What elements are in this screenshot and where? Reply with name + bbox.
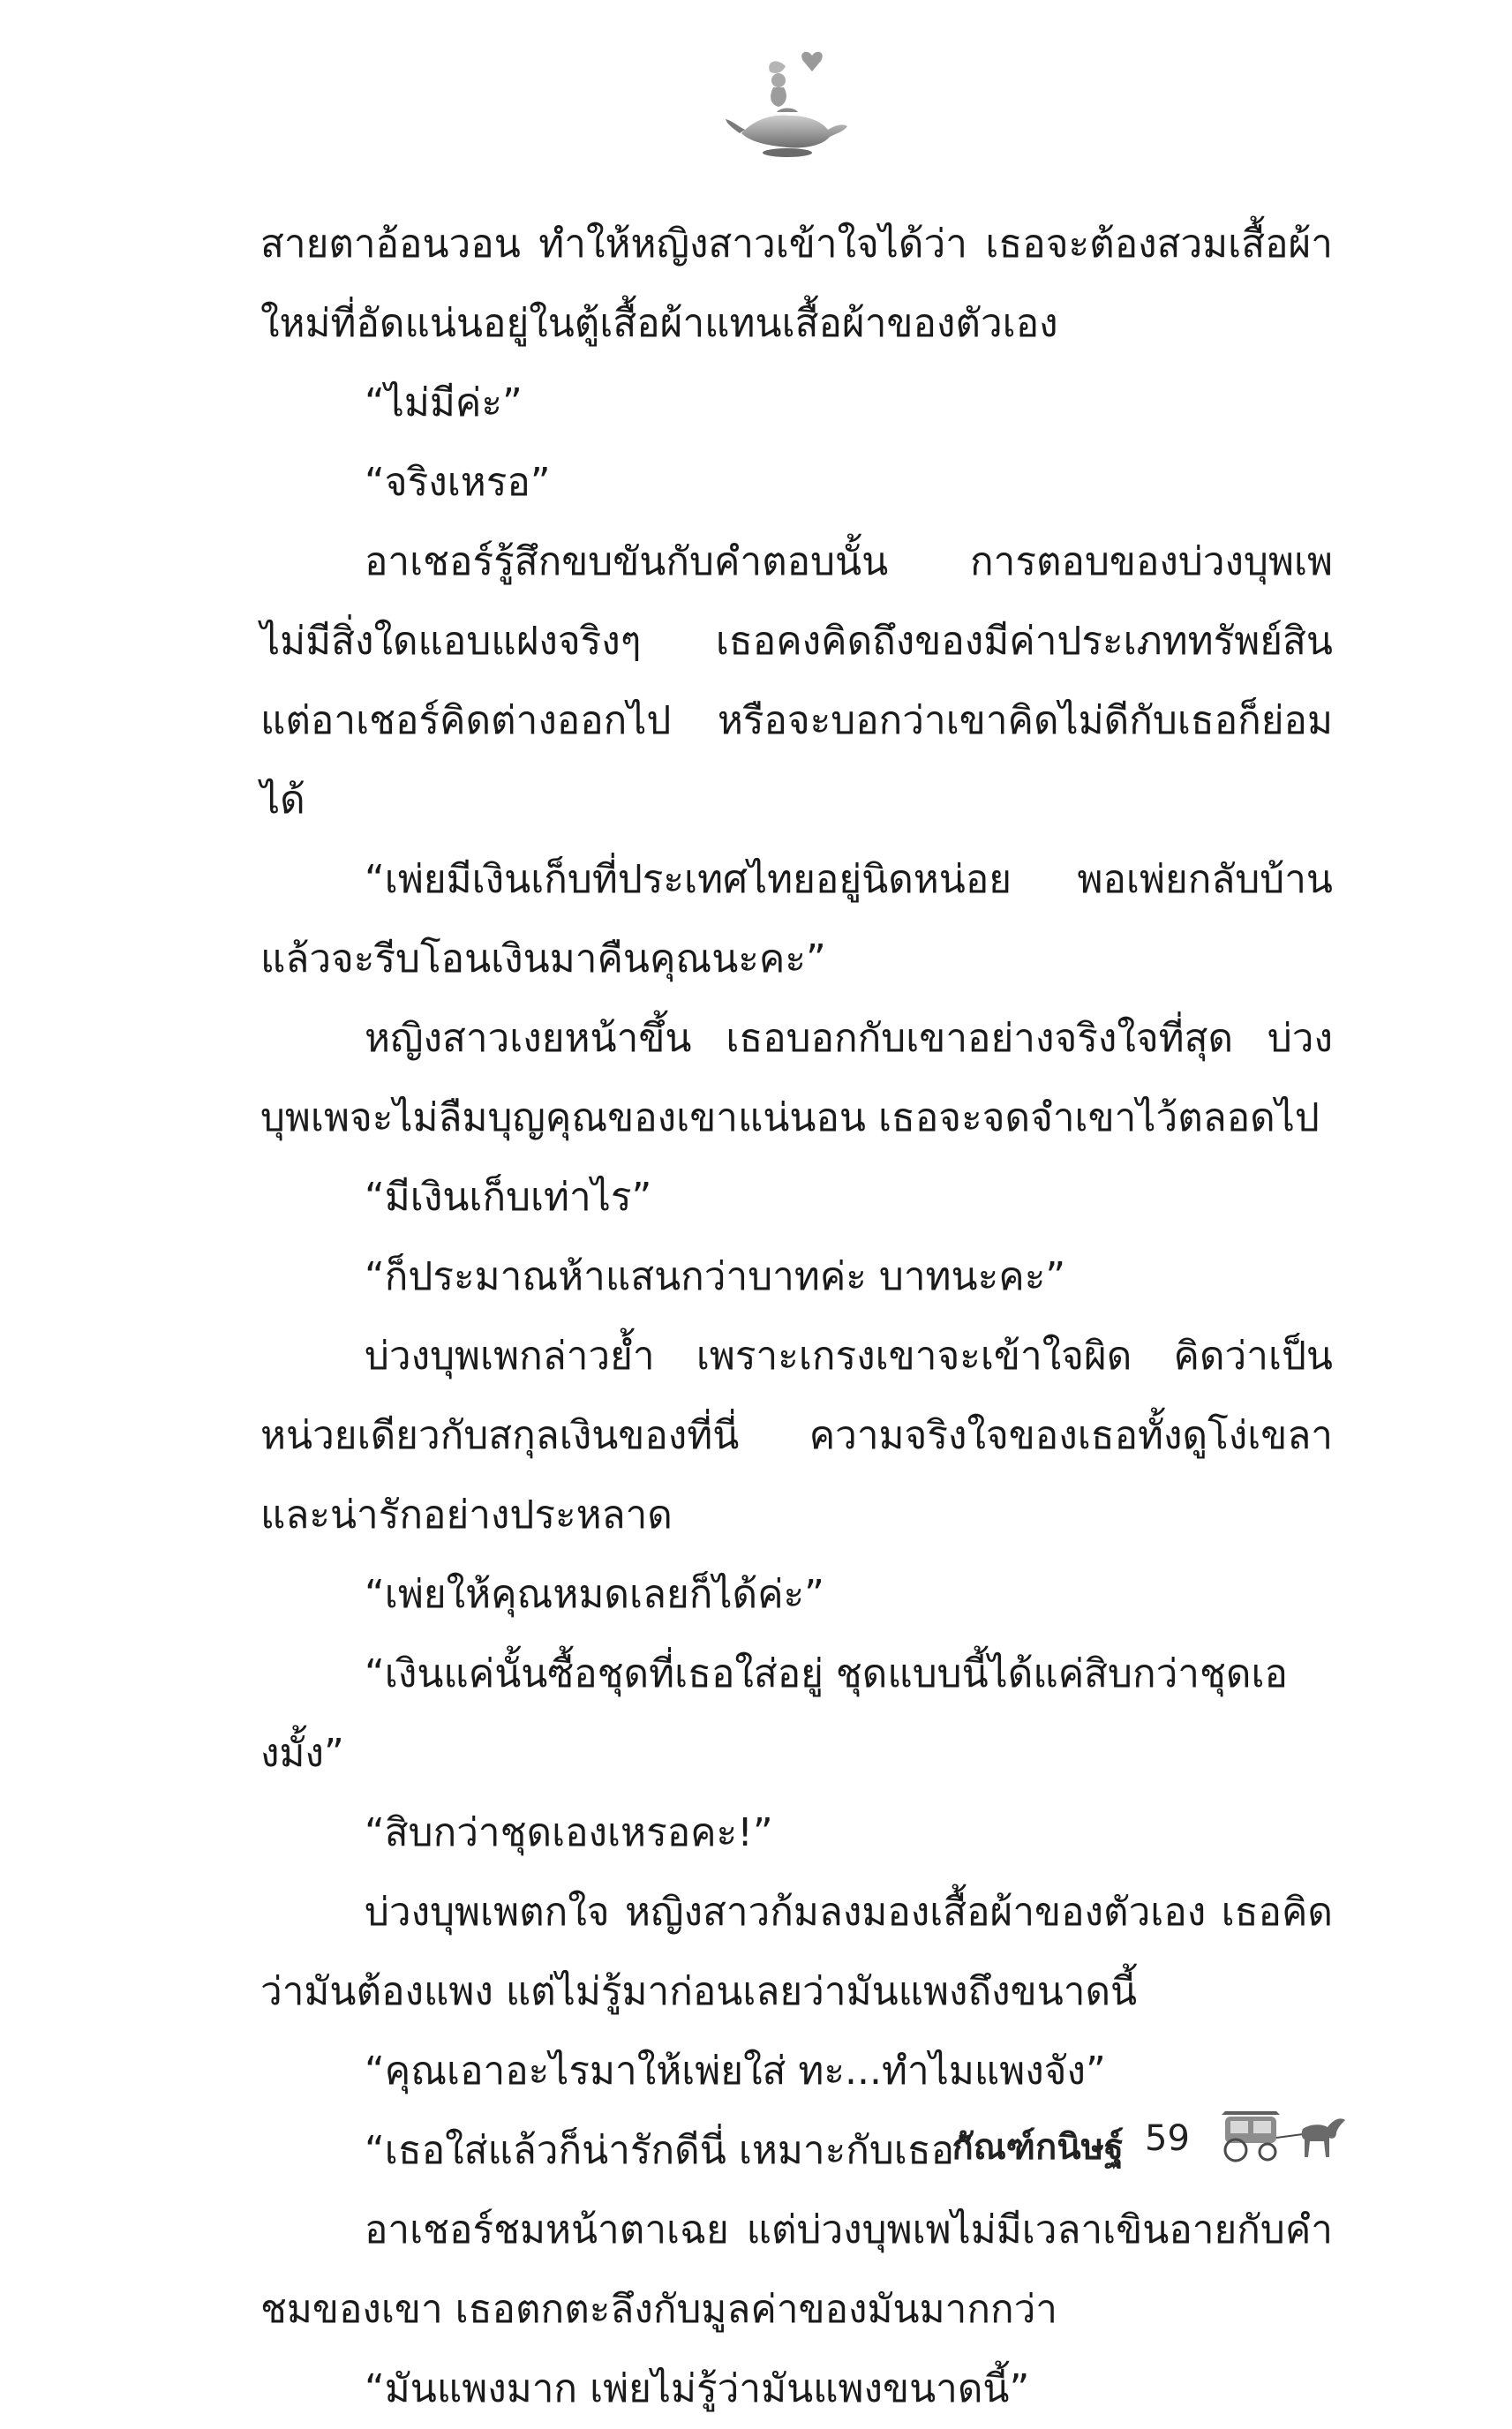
paragraph: “เธอใส่แล้วก็น่ารักดีนี่ เหมาะกับเธอ” xyxy=(365,2128,974,2173)
book-title: กัณฑ์กนิษฐ์ xyxy=(952,2127,1124,2168)
paragraph: บ่วงบุพเพกล่าวย้ำ เพราะเกรงเขาจะเข้าใจผิด คิดว่าเป็นหน่วยเดียวกับสกุลเงินของที่นี่ ความจริงใจของเธอทั้งดูโง่เขลาและน่ารักอย่างประหลาด xyxy=(260,1334,1333,1538)
paragraph: บ่วงบุพเพตกใจ หญิงสาวก้มลงมองเสื้อผ้าของตัวเอง เธอคิดว่ามันต้องแพง แต่ไม่รู้มาก่อนเลยว่ามันแพงถึงขนาดนี้ xyxy=(260,1890,1333,2014)
paragraph: “มันแพงมาก เพ่ยไม่รู้ว่ามันแพงขนาดนี้” xyxy=(365,2366,1030,2411)
paragraph: สายตาอ้อนวอน ทำให้หญิงสาวเข้าใจได้ว่า เธอจะต้องสวมเสื้อผ้าใหม่ที่อัดแน่นอยู่ในตู้เสื้อผ้าแทนเสื้อผ้าของตัวเอง xyxy=(260,222,1333,346)
paragraph: หญิงสาวเงยหน้าขึ้น เธอบอกกับเขาอย่างจริงใจที่สุด บ่วงบุพเพจะไม่ลืมบุญคุณของเขาแน่นอน เธอจะจดจำเขาไว้ตลอดไป xyxy=(260,1016,1333,1140)
horse-carriage-icon xyxy=(1218,2108,1350,2162)
body-text xyxy=(260,205,1333,2429)
paragraph: อาเชอร์ชมหน้าตาเฉย แต่บ่วงบุพเพไม่มีเวลาเขินอายกับคำชมของเขา เธอตกตะลึงกับมูลค่าของมันมากกว่า xyxy=(260,2207,1333,2332)
paragraph: “จริงเหรอ” xyxy=(365,460,551,505)
paragraph: อาเชอร์รู้สึกขบขันกับคำตอบนั้น การตอบของบ่วงบุพเพไม่มีสิ่งใดแอบแฝงจริงๆ เธอคงคิดถึงของมีค่าประเภททรัพย์สิน แต่อาเชอร์คิดต่างออกไป หรือจะบอกว่าเขาคิดไม่ดีกับเธอก็ย่อมได้ xyxy=(260,539,1333,823)
paragraph: “ไม่มีค่ะ” xyxy=(365,380,523,425)
page-footer xyxy=(0,2118,1512,2189)
paragraph: “สิบกว่าชุดเองเหรอคะ!” xyxy=(365,1810,773,1855)
paragraph: “เงินแค่นั้นซื้อชุดที่เธอใส่อยู่ ชุดแบบนี้ได้แค่สิบกว่าชุดเองมั้ง” xyxy=(260,1651,1288,1776)
page-number: 59 xyxy=(1145,2118,1190,2159)
paragraph: “มีเงินเก็บเท่าไร” xyxy=(365,1175,652,1220)
paragraph: “เพ่ยมีเงินเก็บที่ประเทศไทยอยู่นิดหน่อย พอเพ่ยกลับบ้านแล้วจะรีบโอนเงินมาคืนคุณนะคะ” xyxy=(260,857,1333,981)
paragraph: “คุณเอาอะไรมาให้เพ่ยใส่ ทะ...ทำไมแพงจัง” xyxy=(365,2049,1106,2094)
paragraph: “เพ่ยให้คุณหมดเลยก็ได้ค่ะ” xyxy=(365,1572,824,1617)
paragraph: “ก็ประมาณห้าแสนกว่าบาทค่ะ บาทนะคะ” xyxy=(365,1254,1066,1299)
genie-lamp-cupid-icon xyxy=(724,49,856,159)
